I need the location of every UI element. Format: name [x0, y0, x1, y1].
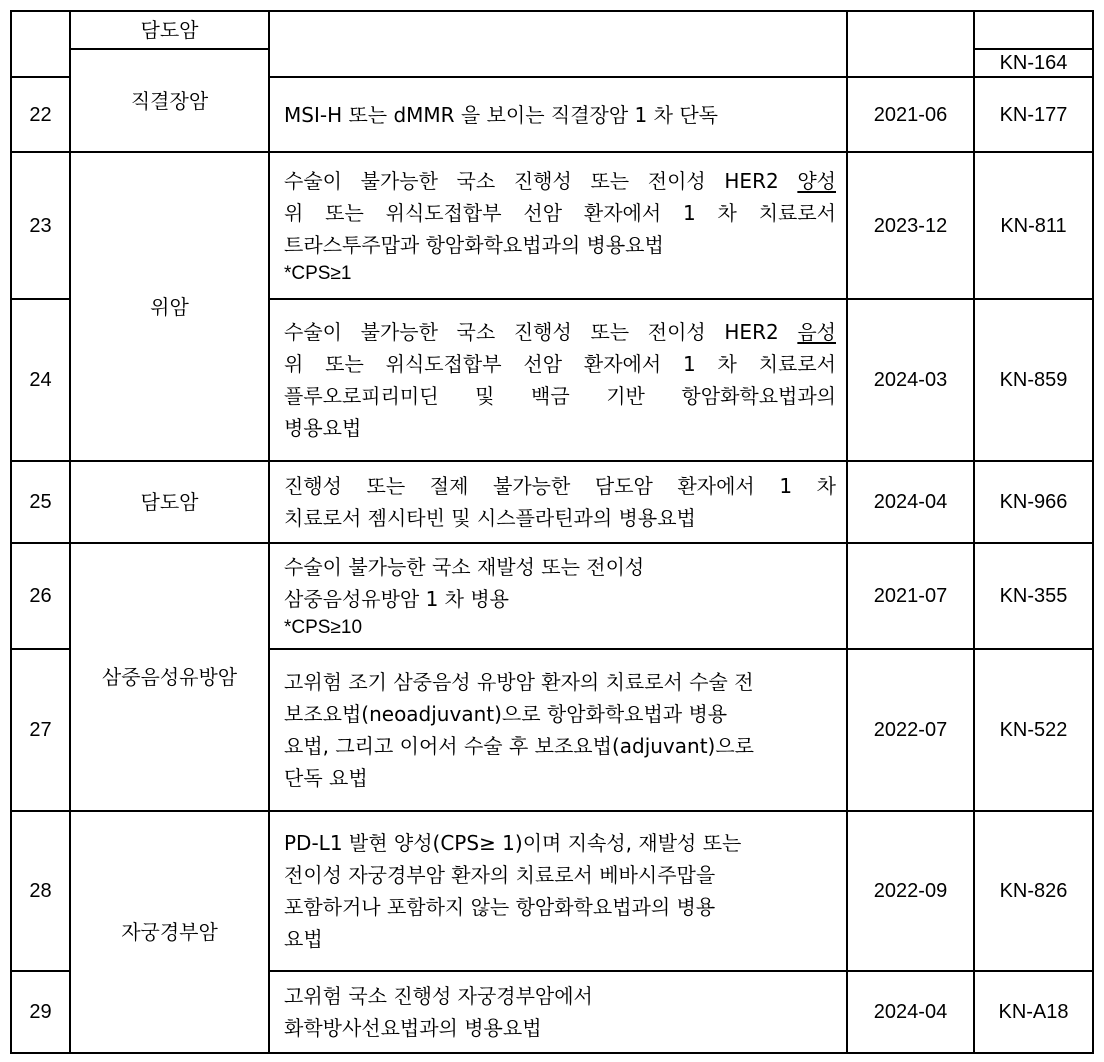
approval-date: 2022-09	[873, 880, 948, 902]
indication-line: 수술이 불가능한 국소 진행성 또는 전이성 HER2 양성	[284, 168, 836, 193]
cps-note: *CPS≥10	[284, 617, 363, 638]
trial-code: KN-826	[999, 880, 1068, 902]
trial-code: KN-859	[999, 369, 1068, 391]
indication-line: MSI-H 또는 dMMR 을 보이는 직결장암 1 차 단독	[284, 102, 718, 127]
indication-line: 플루오로피리미딘 및 백금 기반 항암화학요법과의	[284, 384, 836, 408]
indication-line: 병용요법	[284, 416, 362, 440]
trial-code: KN-966	[999, 491, 1068, 513]
approval-date: 2024-04	[873, 1001, 948, 1023]
underlined-term: 양성	[797, 168, 836, 193]
cancer-cell-merged: 위암	[150, 294, 189, 319]
trial-code: KN-811	[1000, 214, 1067, 237]
indication-cell	[270, 650, 846, 810]
row-number: 28	[29, 880, 52, 902]
code-cell-partial: KN-164	[999, 52, 1068, 74]
row-number: 27	[29, 719, 52, 741]
cancer-cell: 담도암	[140, 490, 199, 514]
approval-date: 2024-03	[873, 369, 948, 391]
indication-line: 포함하거나 포함하지 않는 항암화학요법과의 병용	[284, 895, 716, 919]
cancer-cell-partial: 담도암	[140, 18, 199, 42]
row-number: 25	[29, 491, 52, 513]
row-number: 24	[29, 369, 52, 391]
indication-line: 위 또는 위식도접합부 선암 환자에서 1 차 치료로서	[284, 200, 836, 225]
trial-code: KN-177	[999, 103, 1068, 126]
approval-date: 2024-04	[873, 491, 948, 513]
indication-cell	[270, 544, 846, 648]
trial-code: KN-A18	[998, 1001, 1069, 1023]
indication-line: 요법	[284, 927, 323, 951]
cancer-cell-merged: 자궁경부암	[121, 920, 218, 944]
indication-line: 치료로서 젬시타빈 및 시스플라틴과의 병용요법	[284, 506, 696, 530]
indication-line: 삼중음성유방암 1 차 병용	[284, 587, 509, 611]
indication-line: 고위험 조기 삼중음성 유방암 환자의 치료로서 수술 전	[284, 670, 754, 694]
indication-cell	[270, 462, 846, 542]
trial-code: KN-355	[999, 585, 1068, 607]
indication-line: 위 또는 위식도접합부 선암 환자에서 1 차 치료로서	[284, 352, 836, 376]
indication-line: 수술이 불가능한 국소 진행성 또는 전이성 HER2 음성	[284, 320, 836, 344]
approval-date: 2021-07	[873, 585, 948, 607]
indication-cell	[270, 972, 846, 1052]
indication-line: 단독 요법	[284, 766, 368, 790]
row-number: 26	[29, 585, 52, 607]
indication-cell	[270, 300, 846, 460]
cancer-cell-merged: 삼중음성유방암	[101, 665, 238, 689]
indication-line: 보조요법(neoadjuvant)으로 항암화학요법과 병용	[284, 702, 728, 726]
indication-line: 전이성 자궁경부암 환자의 치료로서 베바시주맙을	[284, 863, 716, 887]
indication-cell	[270, 153, 846, 298]
indication-line: 진행성 또는 절제 불가능한 담도암 환자에서 1 차	[284, 474, 836, 498]
indication-cell	[270, 78, 846, 151]
approval-date: 2023-12	[873, 214, 948, 237]
cancer-cell: 직결장암	[130, 88, 209, 113]
indication-cell	[270, 812, 846, 970]
indication-line: 수술이 불가능한 국소 재발성 또는 전이성	[284, 555, 645, 579]
cps-note: *CPS≥1	[284, 262, 352, 284]
indication-line: 고위험 국소 진행성 자궁경부암에서	[284, 984, 593, 1008]
underlined-term: 음성	[797, 320, 836, 344]
indication-line: PD-L1 발현 양성(CPS≥ 1)이며 지속성, 재발성 또는	[284, 831, 742, 855]
approval-date: 2021-06	[873, 103, 948, 126]
row-number: 29	[29, 1001, 52, 1023]
row-number: 23	[29, 214, 52, 237]
indication-line: 요법, 그리고 이어서 수술 후 보조요법(adjuvant)으로	[284, 734, 754, 758]
indication-line: 화학방사선요법과의 병용요법	[284, 1016, 542, 1040]
approval-date: 2022-07	[873, 719, 948, 741]
trial-code: KN-522	[999, 719, 1068, 741]
indication-line: 트라스투주맙과 항암화학요법과의 병용요법	[284, 232, 664, 257]
row-number: 22	[29, 103, 52, 126]
